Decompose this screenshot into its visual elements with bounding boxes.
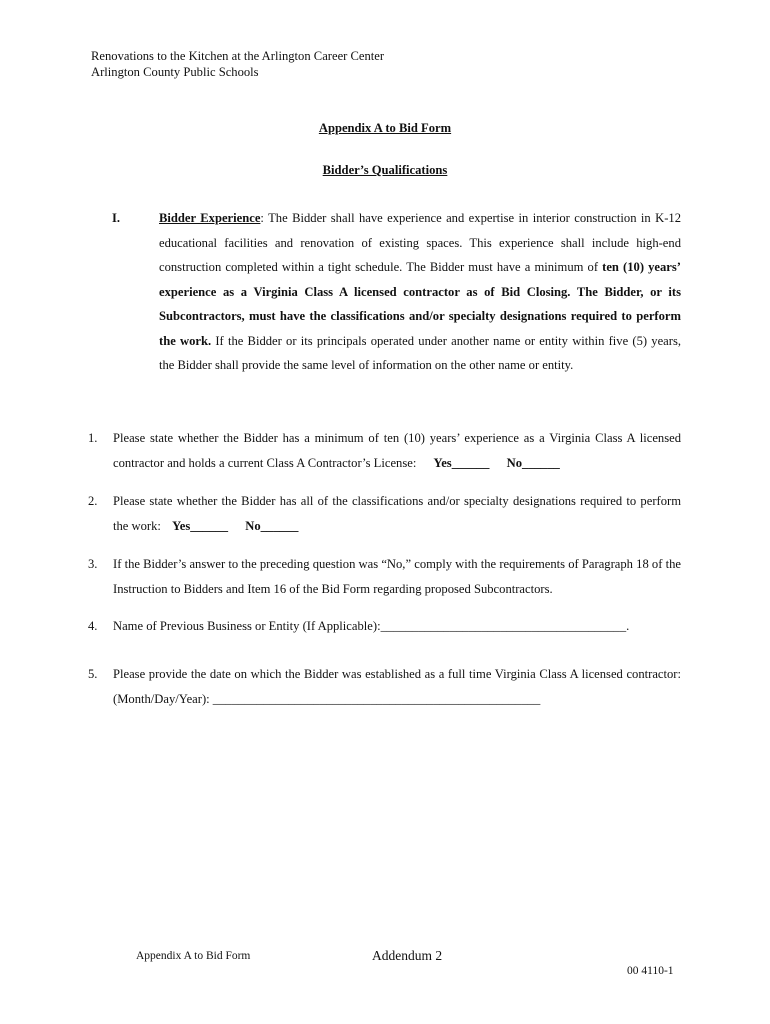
question-item-1: [113, 426, 681, 475]
no-field-2[interactable]: No______: [245, 518, 299, 533]
document-title: Appendix A to Bid Form: [318, 121, 452, 135]
document-subtitle: Bidder’s Qualifications: [322, 163, 448, 177]
section-heading: Bidder Experience: [159, 211, 261, 225]
item-text-1: Please state whether the Bidder has a minimum of ten (10) years’ experience as a Virginia Class A licensed contractor and holds a current Class A Contractor’s License:: [113, 431, 681, 470]
item-number-2: 2.: [88, 494, 98, 508]
section-body: [159, 206, 681, 378]
item-number-1: 1.: [88, 431, 98, 445]
item-number-3: 3.: [88, 557, 98, 571]
footer-addendum: Addendum 2: [372, 948, 443, 963]
header-project-title: Renovations to the Kitchen at the Arlington Career Center: [91, 49, 385, 63]
yes-field-1[interactable]: Yes______: [433, 455, 490, 470]
item-number-5: 5.: [88, 667, 98, 681]
section-numeral: I.: [112, 211, 121, 225]
section-intro-text: : The Bidder shall have experience and expertise in interior construction in K-12 educational facilities and renovation of existing spaces. This experience shall include high-end construction completed within a tight schedule. The Bidder must have a minimum of: [159, 211, 681, 274]
item-number-4: 4.: [88, 619, 98, 633]
item-text-4[interactable]: Name of Previous Business or Entity (If Applicable):_______________________________________.: [113, 619, 630, 633]
section-outro-text: If the Bidder or its principals operated under another name or entity within five (5) years, the Bidder shall provide the same level of information on the other name or entity.: [159, 333, 681, 372]
item-text-5[interactable]: Please provide the date on which the Bidder was established as a full time Virginia Class A licensed contractor: (Month/Day/Year): ____________________________________________________: [113, 667, 681, 706]
footer-form-name: Appendix A to Bid Form: [136, 950, 251, 962]
section-requirement-text: ten (10) years’ experience as a Virginia Class A licensed contractor as of Bid Closing. The Bidder, or its Subcontractors, must have the classifications and/or specialty designations required to perform the work.: [159, 260, 681, 348]
question-item-2: [113, 489, 681, 538]
yes-field-2[interactable]: Yes______: [172, 518, 229, 533]
header-organization: Arlington County Public Schools: [91, 65, 259, 79]
item-text-3: If the Bidder’s answer to the preceding question was “No,” comply with the requirements of Paragraph 18 of the Instruction to Bidders and Item 16 of the Bid Form regarding proposed Subcontractors.: [113, 557, 681, 596]
item-text-2: Please state whether the Bidder has all of the classifications and/or specialty designations required to perform the work:: [113, 494, 681, 533]
footer-page-code: 00 4110-1: [627, 965, 674, 977]
no-field-1[interactable]: No______: [506, 455, 560, 470]
